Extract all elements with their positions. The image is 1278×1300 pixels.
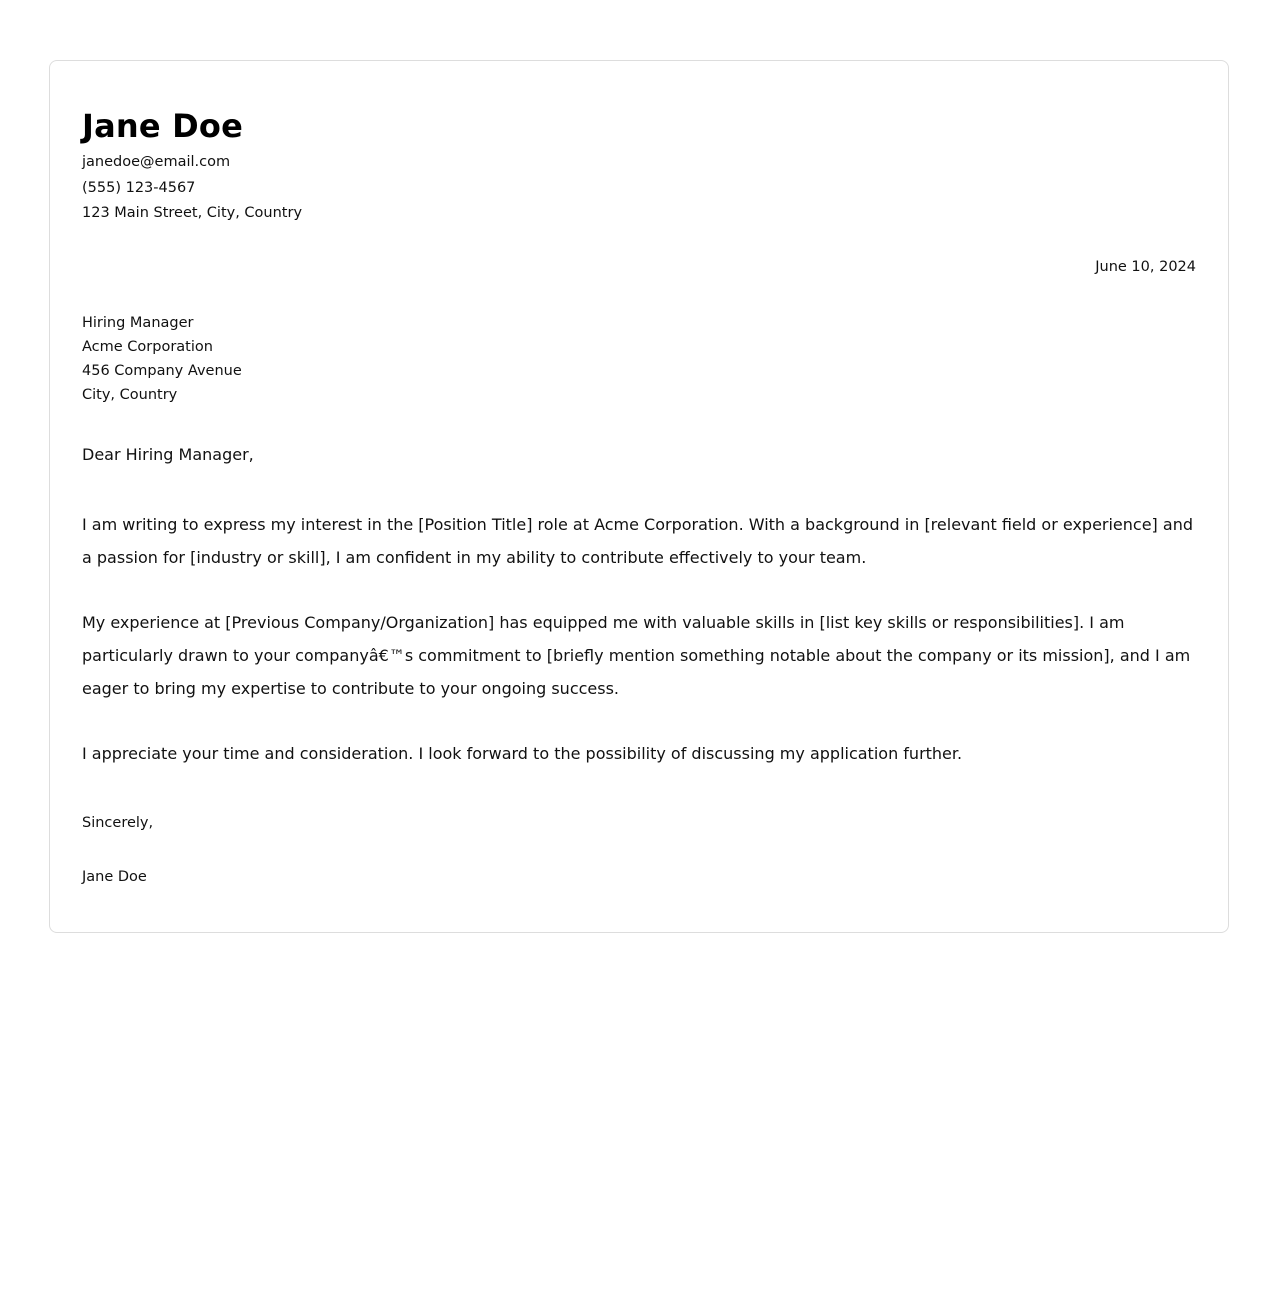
body-paragraph: My experience at [Previous Company/Organization] has equipped me with valuable skills in [list key skills or responsibilities]. I am particularly drawn to your companyâ€™s commitment to [briefly mention something notable about the company or its mission], and I am eager to bring my expertise to contribute to your ongoing success. xyxy=(82,612,1191,698)
recipient-title: Hiring Manager xyxy=(82,314,194,331)
recipient-company: Acme Corporation xyxy=(82,338,213,355)
cover-letter-card xyxy=(49,60,1229,933)
closing: Sincerely, xyxy=(82,814,154,831)
body-paragraph: I appreciate your time and consideration. I look forward to the possibility of discussing my application further. xyxy=(82,743,963,763)
sender-contact xyxy=(82,150,1196,227)
sender-phone: (555) 123-4567 xyxy=(82,179,196,196)
sender-name: Jane Doe xyxy=(82,107,243,145)
recipient-block xyxy=(82,311,1196,407)
recipient-city: City, Country xyxy=(82,386,178,403)
salutation: Dear Hiring Manager, xyxy=(82,444,254,464)
sender-email: janedoe@email.com xyxy=(82,154,231,170)
body-paragraph: I am writing to express my interest in the [Position Title] role at Acme Corporation. With a background in [relevant field or experience] and a passion for [industry or skill], I am confident in my ability to contribute effectively to your team. xyxy=(82,514,1193,567)
recipient-street: 456 Company Avenue xyxy=(82,362,242,379)
sender-address: 123 Main Street, City, Country xyxy=(82,205,303,221)
letter-date: June 10, 2024 xyxy=(1095,258,1196,275)
signature: Jane Doe xyxy=(82,868,147,885)
